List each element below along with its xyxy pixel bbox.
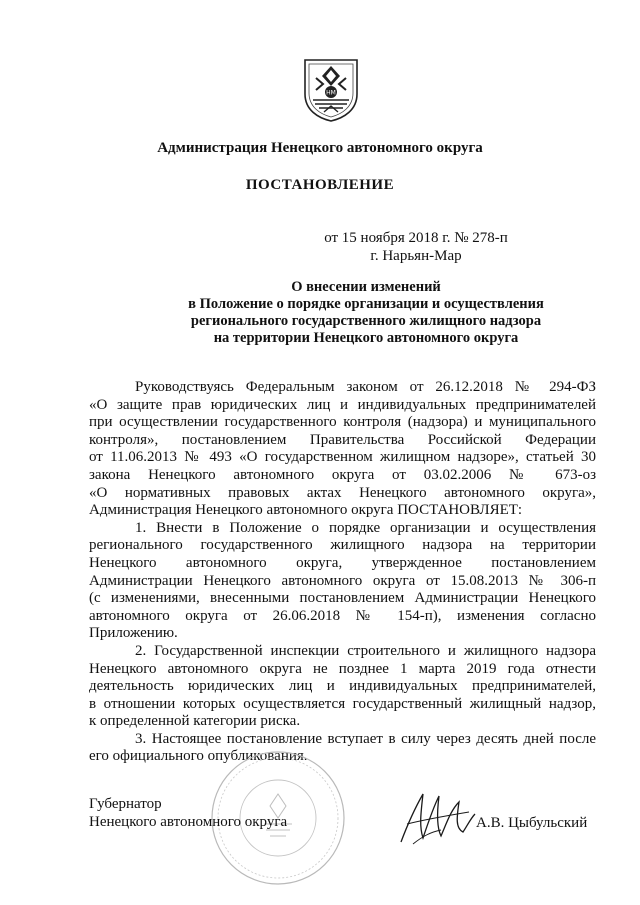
document-city: г. Нарьян-Мар (370, 248, 462, 264)
body-line: «О нормативных правовых актах Ненецкого автономного округа», (89, 484, 596, 501)
item-1-paragraph (89, 520, 596, 643)
body-line: Руководствуясь Федеральным законом от 26.12.2018 № 294-ФЗ (135, 379, 596, 395)
svg-text:HM: HM (326, 89, 336, 97)
document-title (46, 279, 640, 347)
body-line: «О защите прав юридических лиц и индивидуальных предпринимателей (89, 396, 596, 413)
body-line: от 11.06.2013 № 493 «О государственном жилищном надзоре», статьей 30 (89, 449, 596, 466)
body-line: (с изменениями, внесенными постановлением Администрации Ненецкого (89, 590, 596, 607)
body-line: Ненецкого автономного округа, утвержденное постановлением (89, 554, 596, 571)
coat-of-arms-icon (300, 56, 362, 122)
body-line: закона Ненецкого автономного округа от 03.02.2006 № 673-оз (89, 466, 596, 483)
preamble-paragraph (89, 379, 596, 520)
item-2-paragraph (89, 643, 596, 731)
body-line: Администрация Ненецкого автономного округа ПОСТАНОВЛЯЕТ: (89, 502, 523, 519)
body-line: 3. Настоящее постановление вступает в силу через десять дней после (135, 730, 596, 747)
title-line: О внесении изменений (291, 279, 441, 295)
signatory-position-line: Ненецкого автономного округа (89, 814, 288, 830)
title-line: в Положение о порядке организации и осуществления (188, 296, 544, 312)
body-line: его официального опубликования. (89, 748, 308, 765)
body-line: Приложению. (89, 625, 178, 642)
body-line: Ненецкого автономного округа не позднее 1 марта 2019 года отнести (89, 660, 596, 677)
handwritten-signature (393, 786, 479, 848)
body-line: автономного округа от 26.06.2018 № 154-п), изменения согласно (89, 607, 596, 624)
body-line: к определенной категории риска. (89, 713, 301, 730)
body-line: Администрации Ненецкого автономного округа от 15.08.2013 № 306-п (89, 572, 596, 589)
body-line: контроля», постановлением Правительства Российской Федерации (89, 431, 596, 448)
body-line: при осуществлении государственного контроля (надзора) и муниципального (89, 414, 596, 431)
title-line: регионального государственного жилищного надзора (190, 313, 542, 329)
organization-name: Администрация Ненецкого автономного округа (157, 140, 483, 156)
signatory-position-line: Губернатор (89, 796, 162, 812)
body-line: 1. Внести в Положение о порядке организации и осуществления (135, 519, 596, 536)
document-date-number: от 15 ноября 2018 г. № 278-п (324, 230, 508, 246)
document-body (89, 379, 596, 766)
signatory-position (89, 795, 287, 831)
body-line: в отношении которых осуществляется государственный жилищный надзор, (89, 695, 596, 712)
body-line: деятельность юридических лиц и индивидуальных предпринимателей, (89, 678, 596, 695)
signatory-name: А.В. Цыбульский (476, 815, 588, 831)
body-line: 2. Государственной инспекции строительного и жилищного надзора (135, 642, 596, 659)
document-type: ПОСТАНОВЛЕНИЕ (245, 177, 395, 193)
title-line: на территории Ненецкого автономного округа (213, 330, 519, 346)
body-line: регионального государственного жилищного надзора на территории (89, 537, 596, 554)
